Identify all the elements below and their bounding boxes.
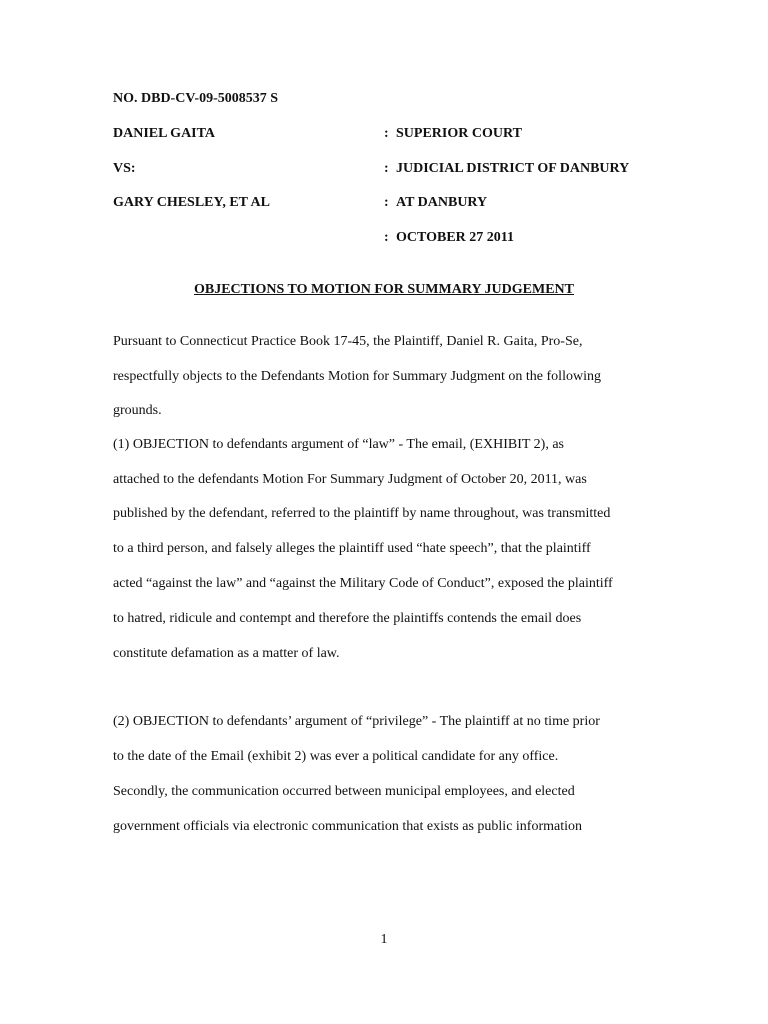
- document-title: OBJECTIONS TO MOTION FOR SUMMARY JUDGEMENT: [193, 282, 574, 297]
- body-line: attached to the defendants Motion For Summary Judgment of October 20, 2011, was: [113, 472, 587, 487]
- caption-colon: :: [384, 161, 389, 176]
- caption-defendant: GARY CHESLEY, ET AL: [113, 195, 270, 210]
- body-line: constitute defamation as a matter of law.: [113, 646, 340, 661]
- body-line: grounds.: [113, 403, 162, 418]
- body-line: to a third person, and falsely alleges the plaintiff used “hate speech”, that the plaintiff: [113, 541, 591, 556]
- body-line: Pursuant to Connecticut Practice Book 17-45, the Plaintiff, Daniel R. Gaita, Pro-Se,: [113, 334, 583, 349]
- body-line: Secondly, the communication occurred between municipal employees, and elected: [113, 784, 575, 799]
- page-number: 1: [380, 932, 388, 947]
- caption-plaintiff: DANIEL GAITA: [113, 126, 216, 141]
- caption-location: AT DANBURY: [396, 195, 488, 210]
- caption-colon: :: [384, 230, 389, 245]
- body-line: acted “against the law” and “against the Military Code of Conduct”, exposed the plaintiff: [113, 576, 613, 591]
- body-line: to the date of the Email (exhibit 2) was ever a political candidate for any office.: [113, 749, 559, 764]
- caption-colon: :: [384, 195, 389, 210]
- caption-court: SUPERIOR COURT: [396, 126, 522, 141]
- body-line: to hatred, ridicule and contempt and therefore the plaintiffs contends the email does: [113, 611, 582, 626]
- body-line: respectfully objects to the Defendants Motion for Summary Judgment on the following: [113, 369, 601, 384]
- caption-versus: VS:: [113, 161, 136, 176]
- caption-date: OCTOBER 27 2011: [396, 230, 514, 245]
- caption-district: JUDICIAL DISTRICT OF DANBURY: [396, 161, 630, 176]
- body-line: published by the defendant, referred to the plaintiff by name throughout, was transmitted: [113, 506, 611, 521]
- caption-colon: :: [384, 126, 389, 141]
- body-line: (1) OBJECTION to defendants argument of “law” - The email, (EXHIBIT 2), as: [113, 437, 564, 452]
- body-line: (2) OBJECTION to defendants’ argument of “privilege” - The plaintiff at no time prior: [113, 714, 600, 729]
- docket-number: NO. DBD-CV-09-5008537 S: [113, 91, 279, 106]
- body-line: government officials via electronic communication that exists as public information: [113, 819, 582, 834]
